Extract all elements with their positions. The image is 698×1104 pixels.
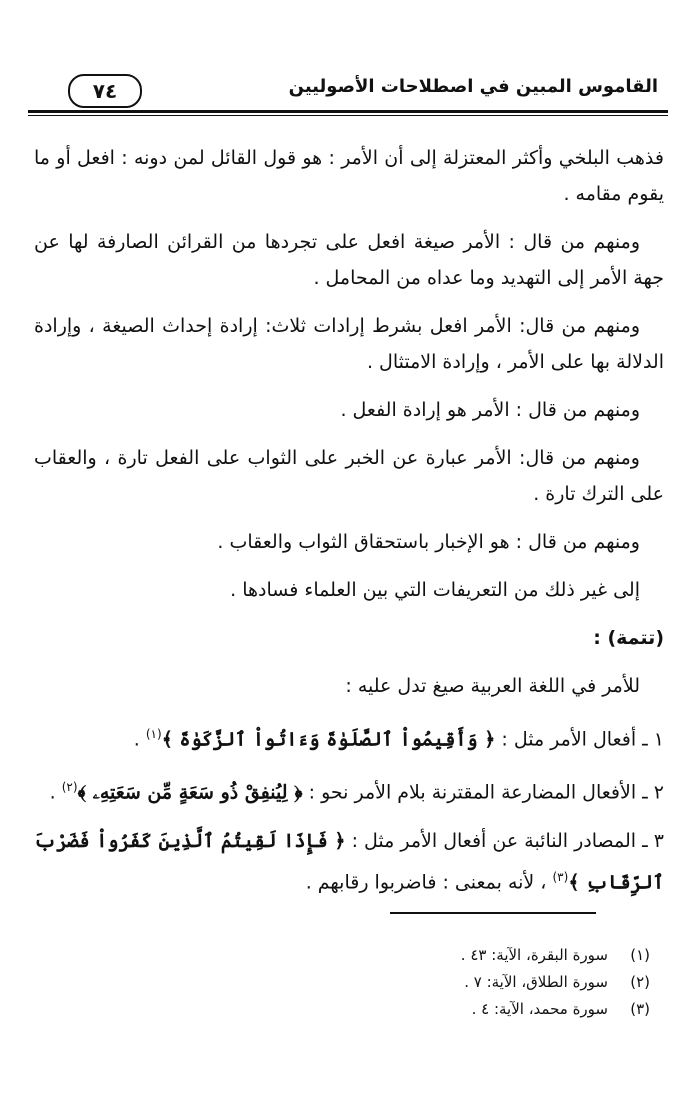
paragraph: ومنهم من قال: الأمر عبارة عن الخبر على الثواب على الفعل تارة ، والعقاب على الترك تارة . [34,447,664,505]
footnote-number: (١) [630,946,650,964]
footnote [300,969,650,996]
item-tail: . [133,728,146,751]
section-heading: (تتمة) : [593,627,664,649]
footnote-ref: (٢) [61,780,78,795]
list-item [34,823,664,900]
paragraph: ومنهم من قال : هو الإخبار باستحقاق الثواب والعقاب . [217,531,640,553]
page-header [28,60,668,116]
quran-quote: ﴿ وَأَقِيمُواْ ٱلصَّلَوٰةَ وَءَاتُواْ ٱلزَّكَوٰةَ ﴾ [161,728,496,751]
paragraph: ومنهم من قال : الأمر هو إرادة الفعل . [340,399,640,421]
footnote-ref: (١) [145,727,162,741]
footnote-number: (٣) [630,1000,650,1018]
paragraph: ومنهم من قال : الأمر صيغة افعل على تجردها من القرائن الصارفة لها عن جهة الأمر إلى التهديد وما عداه من المحامل . [34,231,664,289]
footnote [300,996,650,1023]
item-text: المصادر النائبة عن أفعال الأمر مثل : [351,829,637,852]
footnotes [300,942,650,1023]
item-text: أفعال الأمر مثل : [501,728,637,751]
footnote [300,942,650,969]
footnote-text: سورة محمد، الآية: ٤ . [471,1000,608,1018]
item-number: ١ ـ [642,728,664,751]
main-text [34,140,664,912]
list-item [34,769,664,810]
paragraph: إلى غير ذلك من التعريفات التي بين العلماء فسادها . [230,579,640,601]
footnote-number: (٢) [630,973,650,991]
item-number: ٢ ـ [642,781,664,804]
list-item [34,716,664,757]
running-title: القاموس المبين في اصطلاحات الأصوليين [288,76,658,97]
paragraph: ومنهم من قال: الأمر افعل بشرط إرادات ثلاث: إرادة إحداث الصيغة ، وإرادة الدلالة بها على الأمر ، وإرادة الامتثال . [34,315,664,373]
header-rule-thin [28,115,668,116]
header-rule-thick [28,110,668,113]
page-number: ٧٤ [68,74,142,108]
item-tail: . [49,781,62,804]
intro-line: للأمر في اللغة العربية صيغ تدل عليه : [345,675,640,697]
footnote-separator [390,912,596,914]
item-number: ٣ ـ [642,829,664,852]
item-text: الأفعال المضارعة المقترنة بلام الأمر نحو : [308,781,637,804]
quran-quote: ﴿ فَإِذَا لَقِيتُمُ ٱلَّذِينَ كَفَرُواْ فَضَرْبَ ٱلرِّقَابِ ﴾ [34,829,664,893]
item-tail: ، لأنه بمعنى : فاضربوا رقابهم . [305,870,553,893]
footnote-ref: (٣) [552,869,569,884]
quran-quote: ﴿ لِيُنفِقْ ذُو سَعَةٍ مِّن سَعَتِهِۦ ﴾ [77,781,303,804]
footnote-text: سورة البقرة، الآية: ٤٣ . [460,946,608,964]
footnote-text: سورة الطلاق، الآية: ٧ . [464,973,608,991]
paragraph: فذهب البلخي وأكثر المعتزلة إلى أن الأمر : هو قول القائل لمن دونه : افعل أو ما يقوم مقامه . [34,147,664,205]
